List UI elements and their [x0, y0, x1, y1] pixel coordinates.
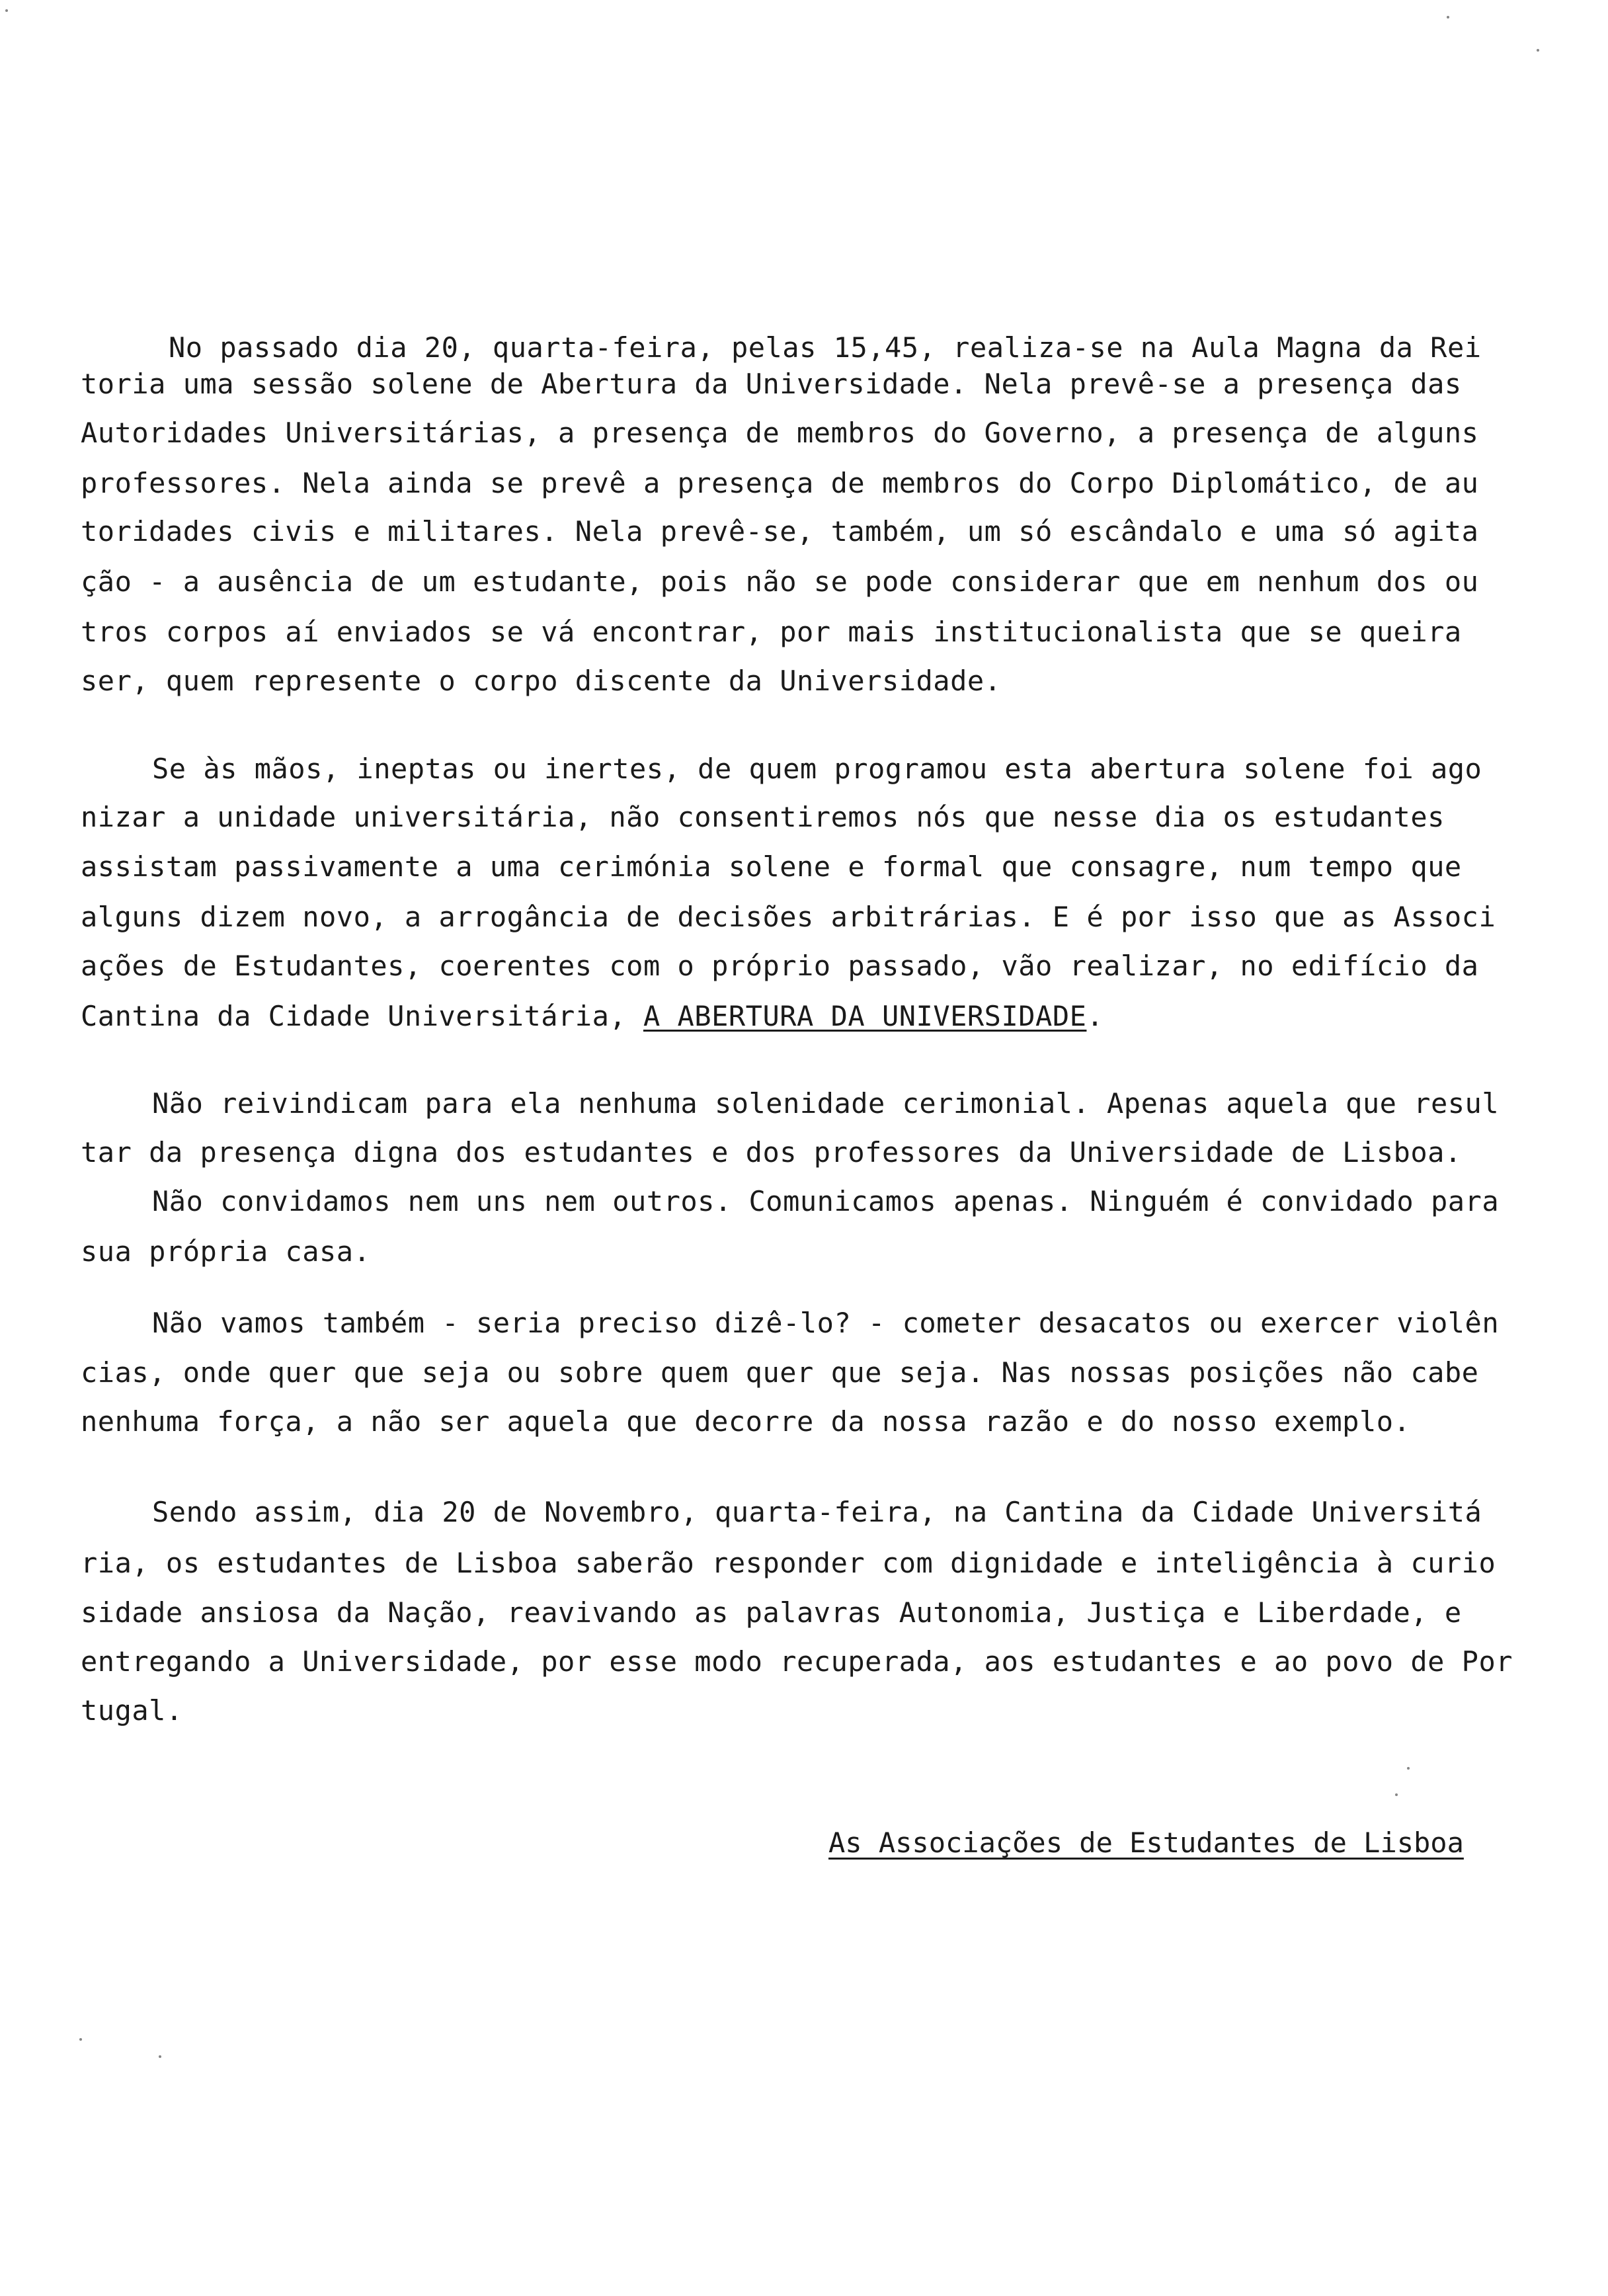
p2-line-6-period: .: [1086, 1000, 1104, 1032]
p4-line-2: sua própria casa.: [81, 1235, 371, 1268]
p6-line-4: entregando a Universidade, por esse modo recuperada, aos estudantes e ao povo de Por: [81, 1645, 1513, 1678]
p1-line-7: tros corpos aí enviados se vá encontrar, por mais institucionalista que se queira: [81, 616, 1462, 648]
underlined-heading: A ABERTURA DA UNIVERSIDADE: [643, 1000, 1087, 1032]
p4-line-1: Não convidamos nem uns nem outros. Comunicamos apenas. Ninguém é convidado para: [152, 1185, 1500, 1217]
p1-line-1: No passado dia 20, quarta-feira, pelas 15,45, realiza-se na Aula Magna da Rei: [169, 331, 1482, 364]
p1-line-2: toria uma sessão solene de Abertura da Universidade. Nela prevê-se a presença das: [81, 368, 1462, 400]
p2-line-3: assistam passivamente a uma cerimónia solene e formal que consagre, num tempo que: [81, 850, 1462, 883]
p6-line-2: ria, os estudantes de Lisboa saberão responder com dignidade e inteligência à curio: [81, 1547, 1496, 1579]
p5-line-2: cias, onde quer que seja ou sobre quem quer que seja. Nas nossas posições não cabe: [81, 1356, 1479, 1389]
p1-line-5: toridades civis e militares. Nela prevê-se, também, um só escândalo e uma só agita: [81, 515, 1479, 548]
scan-speck: [1395, 1793, 1398, 1796]
p1-line-3: Autoridades Universitárias, a presença de membros do Governo, a presença de alguns: [81, 417, 1479, 449]
scan-speck: [1537, 49, 1539, 52]
p6-line-5: tugal.: [81, 1694, 183, 1727]
p2-line-6-text: Cantina da Cidade Universitária,: [81, 1000, 643, 1032]
p5-line-3: nenhuma força, a não ser aquela que decorre da nossa razão e do nosso exemplo.: [81, 1405, 1411, 1438]
p5-line-1: Não vamos também - seria preciso dizê-lo? - cometer desacatos ou exercer violên: [152, 1307, 1500, 1339]
p1-line-6: ção - a ausência de um estudante, pois não se pode considerar que em nenhum dos ou: [81, 565, 1479, 598]
signature: As Associações de Estudantes de Lisboa: [828, 1826, 1464, 1859]
p1-line-8: ser, quem represente o corpo discente da Universidade.: [81, 665, 1002, 697]
p3-line-2: tar da presença digna dos estudantes e dos professores da Universidade de Lisboa.: [81, 1136, 1462, 1168]
p2-line-4: alguns dizem novo, a arrogância de decisões arbitrárias. E é por isso que as Associ: [81, 901, 1496, 933]
p6-line-3: sidade ansiosa da Nação, reavivando as palavras Autonomia, Justiça e Liberdade, e: [81, 1596, 1462, 1629]
scan-speck: [5, 9, 8, 12]
scan-speck: [1447, 16, 1449, 19]
p3-line-1: Não reivindicam para ela nenhuma solenidade cerimonial. Apenas aquela que resul: [152, 1087, 1500, 1120]
p2-line-1: Se às mãos, ineptas ou inertes, de quem programou esta abertura solene foi ago: [152, 753, 1482, 785]
p2-line-6: [81, 1000, 1562, 1032]
scan-speck: [79, 2038, 82, 2041]
scan-speck: [1407, 1767, 1410, 1770]
p2-line-5: ações de Estudantes, coerentes com o próprio passado, vão realizar, no edifício da: [81, 950, 1479, 982]
scan-speck: [159, 2055, 161, 2058]
p2-line-2: nizar a unidade universitária, não consentiremos nós que nesse dia os estudantes: [81, 801, 1445, 833]
p1-line-4: professores. Nela ainda se prevê a presença de membros do Corpo Diplomático, de au: [81, 467, 1479, 499]
p6-line-1: Sendo assim, dia 20 de Novembro, quarta-feira, na Cantina da Cidade Universitá: [152, 1496, 1482, 1528]
